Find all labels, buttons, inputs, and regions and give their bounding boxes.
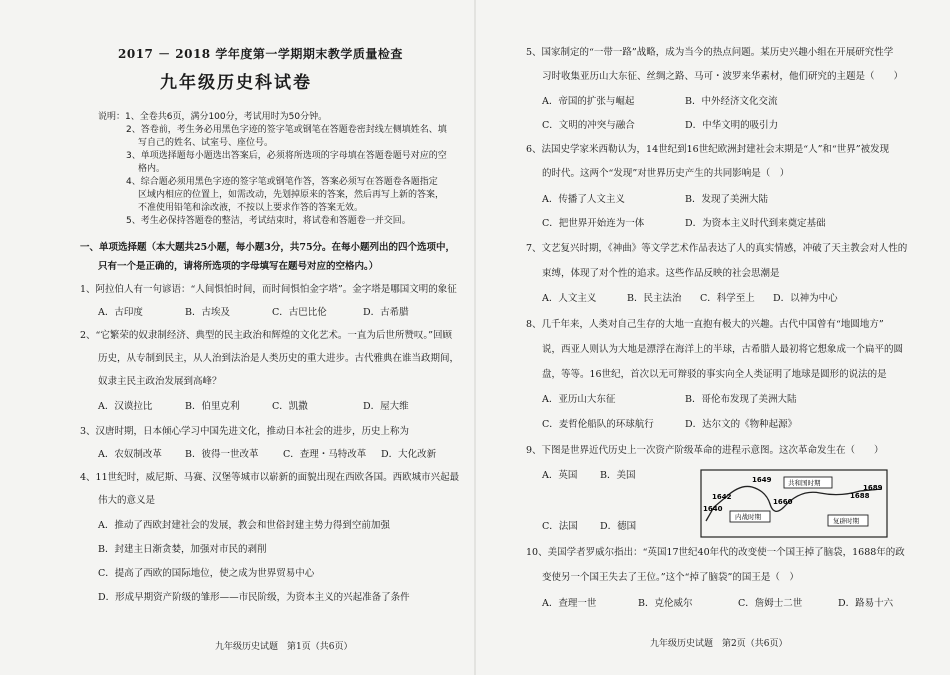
question-5: 习时收集亚历山大东征、丝绸之路、马可・波罗来华素材，他们研究的主题是（ ） [542, 71, 904, 82]
option: C．詹姆士二世 [738, 598, 803, 609]
option: D．路易十六 [838, 598, 894, 609]
option: D．德国 [600, 521, 637, 532]
year-label: 1689 [863, 484, 883, 492]
page-footer: 九年级历史试题 第1页（共6页） [215, 642, 353, 652]
year-label: 1649 [752, 476, 772, 484]
option: C．提高了西欧的国际地位，使之成为世界贸易中心 [98, 568, 315, 579]
option: A．推动了西欧封建社会的发展，教会和世俗封建主势力得到空前加强 [98, 520, 390, 531]
question-6: 6、法国史学家米西勒认为，14世纪到16世纪欧洲封建社会末期是“人”和“世界”被发现 [526, 144, 890, 155]
option: A．亚历山大东征 [542, 394, 616, 405]
exam-title: 九年级历史科试卷 [160, 73, 312, 93]
question-4: 伟大的意义是 [98, 495, 156, 506]
section-heading: 一、单项选择题（本大题共25小题，每小题3分，共75分。在每小题列出的四个选项中， [80, 242, 456, 253]
option: B．发现了美洲大陆 [685, 194, 768, 205]
question-5: 5、国家制定的“一带一路”战略，成为当今的热点问题。某历史兴趣小组在开展研究性学 [526, 47, 894, 58]
option: D．古希腊 [363, 307, 409, 318]
question-2: 历史，从专制到民主，从人治到法治是人类历史的重大进步。古代雅典在谁当政期间， [98, 353, 460, 364]
exam-header: 2017 － 2018 学年度第一学期期末教学质量检查 [118, 47, 403, 61]
question-3: 3、汉唐时期，日本倾心学习中国先进文化，推动日本社会的进步，历史上称为 [80, 426, 410, 437]
note-line: 说明：1、全卷共6页，满分100分，考试用时为50分钟。 [98, 112, 328, 122]
year-label: 1642 [712, 493, 732, 501]
option: A．农奴制改革 [98, 449, 162, 460]
question-2: 2、“它繁荣的奴隶制经济、典型的民主政治和辉煌的文化艺术。一直为后世所赞叹。”回顾 [80, 330, 453, 341]
year-label: 1688 [850, 492, 870, 500]
note-line: 5、考生必保持答题卷的整洁，考试结束时，将试卷和答题卷一并交回。 [126, 216, 411, 226]
year-label: 1640 [703, 505, 723, 513]
period-label-republic: 共和国时期 [788, 479, 821, 487]
option: A．古印度 [98, 307, 143, 318]
option: C．古巴比伦 [272, 307, 327, 318]
question-10: 变使另一个国王失去了王位。”这个“掉了脑袋”的国王是（ ） [542, 572, 799, 583]
option: D．中华文明的吸引力 [685, 120, 779, 131]
question-10: 10、美国学者罗威尔指出：“英国17世纪40年代的改变使一个国王掉了脑袋，1688年的政 [526, 547, 905, 558]
option: D．为资本主义时代到来奠定基础 [685, 218, 826, 229]
option: C．麦哲伦船队的环球航行 [542, 419, 654, 430]
note-line: 不准使用铅笔和涂改液，不按以上要求作答的答案无效。 [138, 203, 364, 213]
option: D．达尔文的《物种起源》 [685, 419, 798, 430]
option: C．科学至上 [700, 293, 755, 304]
note-line: 4、综合题必须用黑色字迹的签字笔或钢笔作答，答案必须写在答题卷各题指定 [126, 177, 438, 187]
option: B．中外经济文化交流 [685, 96, 778, 107]
option: A．人文主义 [542, 293, 597, 304]
option: C．文明的冲突与融合 [542, 120, 635, 131]
option: A．英国 [542, 470, 578, 481]
option: C．法国 [542, 521, 578, 532]
option: B．哥伦布发现了美洲大陆 [685, 394, 797, 405]
section-heading: 只有一个是正确的，请将所选项的字母填写在题号对应的空格内。） [98, 261, 379, 272]
option: C．把世界开始连为一体 [542, 218, 645, 229]
question-1: 1、阿拉伯人有一句谚语：“人间惧怕时间，而时间惧怕金字塔”。金字塔是哪国文明的象征 [80, 284, 457, 295]
question-8: 盘，等等。16世纪，首次以无可辩驳的事实向全人类证明了地球是圆形的说法的是 [542, 369, 887, 380]
question-8: 说，西亚人则认为大地是漂浮在海洋上的半球，古希腊人最初将它想象成一个扁平的圆 [542, 344, 904, 355]
option: B．克伦威尔 [638, 598, 693, 609]
note-line: 3、单项选择题每小题选出答案后，必须将所选项的字母填在答题卷题号对应的空 [126, 151, 447, 161]
question-7: 7、文艺复兴时期，《神曲》等文学艺术作品表达了人的真实情感，冲破了天主教会对人性的 [526, 243, 908, 254]
question-7: 束缚，体现了对个性的追求。这些作品反映的社会思潮是 [542, 268, 780, 279]
option: A．查理一世 [542, 598, 597, 609]
option: B．彼得一世改革 [185, 449, 259, 460]
period-label-restoration: 复辟时期 [833, 517, 859, 525]
question-4: 4、11世纪时，威尼斯、马赛、汉堡等城市以崭新的面貌出现在西欧各国。西欧城市兴起最 [80, 472, 460, 483]
option: D．大化改新 [381, 449, 437, 460]
option: C．查理・马特改革 [283, 449, 367, 460]
question-6: 的时代。这两个“发现”对世界历史产生的共同影响是（ ） [542, 168, 790, 179]
option: B．古埃及 [185, 307, 230, 318]
option: B．美国 [600, 470, 636, 481]
option: D．形成早期资产阶级的雏形——市民阶级，为资本主义的兴起准备了条件 [98, 592, 410, 603]
option: B．民主法治 [627, 293, 682, 304]
option: A．传播了人文主义 [542, 194, 625, 205]
question-9: 9、下图是世界近代历史上一次资产阶级革命的进程示意图。这次革命发生在（ ） [526, 445, 884, 456]
option: B．封建主日渐贪婪，加强对市民的剥削 [98, 544, 267, 555]
question-8: 8、几千年来，人类对自己生存的大地一直抱有极大的兴趣。古代中国曾有“地圆地方” [526, 319, 884, 330]
option: B．伯里克利 [185, 401, 240, 412]
revolution-process-diagram [700, 469, 888, 538]
period-label-civil-war: 内战时期 [735, 513, 761, 521]
page-footer: 九年级历史试题 第2页（共6页） [650, 639, 788, 649]
option: D．以神为中心 [773, 293, 838, 304]
option: C．凯撒 [272, 401, 308, 412]
option: D．屋大维 [363, 401, 409, 412]
page-2 [475, 0, 950, 675]
question-2: 奴隶主民主政治发展到高峰？ [98, 376, 222, 387]
note-line: 区域内相应的位置上，如需改动，先划掉原来的答案，然后再写上新的答案， [138, 190, 445, 200]
option: A．汉谟拉比 [98, 401, 153, 412]
note-line: 2、答卷前，考生务必用黑色字迹的签字笔或钢笔在答题卷密封线左侧填姓名、填 [126, 125, 447, 135]
option: A．帝国的扩张与崛起 [542, 96, 635, 107]
note-line: 写自己的姓名、试室号、座位号。 [138, 138, 274, 148]
year-label: 1660 [773, 498, 793, 506]
note-line: 格内。 [138, 164, 166, 174]
